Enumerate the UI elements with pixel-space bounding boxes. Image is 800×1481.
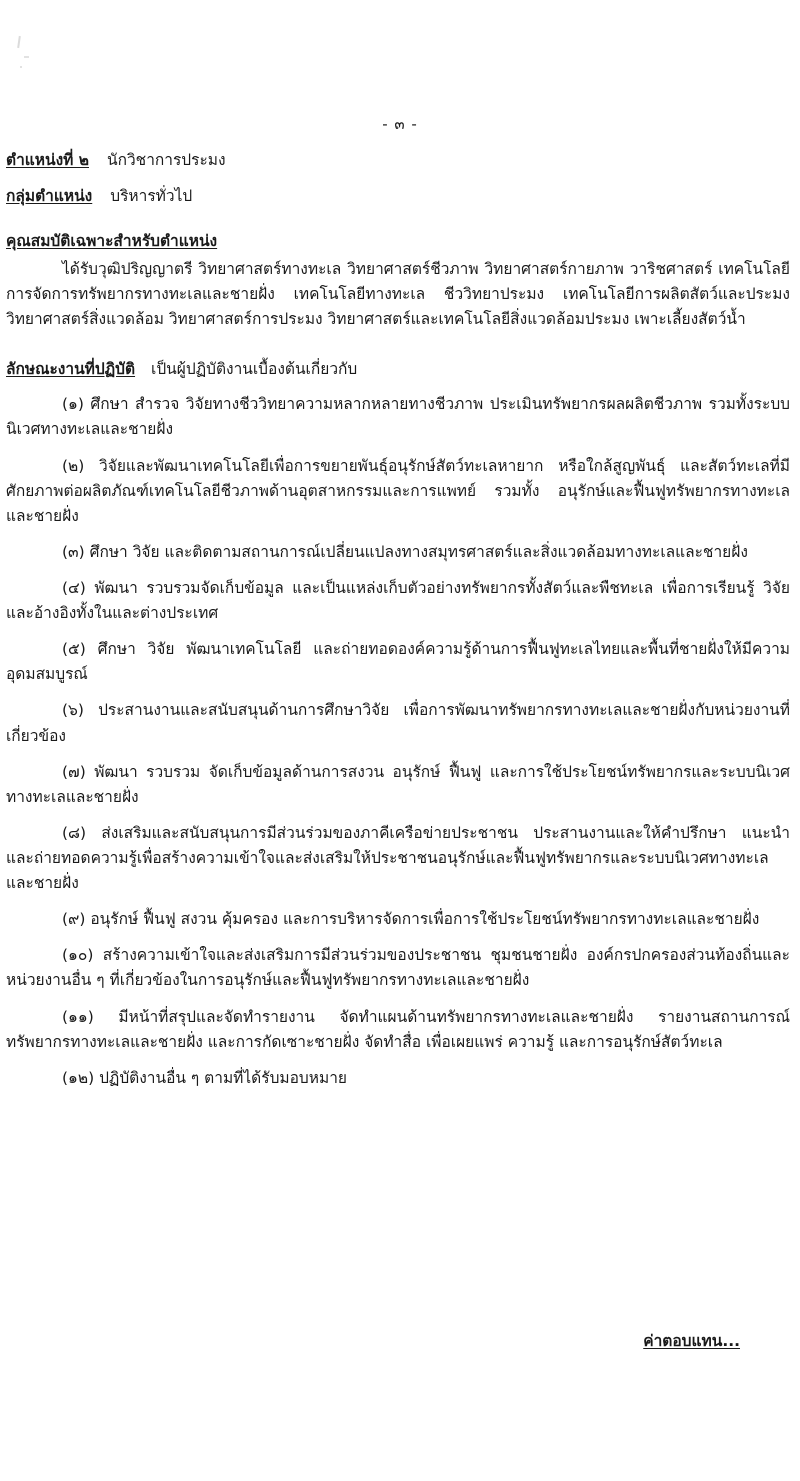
- document-content: [0, 148, 800, 1091]
- list-item: (๑) ศึกษา สำรวจ วิจัยทางชีววิทยาความหลากหลายทางชีวภาพ ประเมินทรัพยากรผลผลิตชีวภาพ รวมทั้งระบบนิเวศทางทะเลและชายฝั่ง: [6, 395, 790, 439]
- list-item: (๑๐) สร้างความเข้าใจและส่งเสริมการมีส่วนร่วมของประชาชน ชุมชนชายฝั่ง องค์กรปกครองส่วนท้องถิ่นและหน่วยงานอื่น ๆ ที่เกี่ยวข้องในการอนุรักษ์และฟื้นฟูทรัพยากรทางทะเลและชายฝั่ง: [6, 946, 790, 990]
- list-item: (๗) พัฒนา รวบรวม จัดเก็บข้อมูลด้านการสงวน อนุรักษ์ ฟื้นฟู และการใช้ประโยชน์ทรัพยากรและระบบนิเวศทางทะเลและชายฝั่ง: [6, 762, 790, 806]
- continuation-note: ค่าตอบแทน...: [643, 1332, 740, 1350]
- list-item: (๘) ส่งเสริมและสนับสนุนการมีส่วนร่วมของภาคีเครือข่ายประชาชน ประสานงานและให้คำปรึกษา แนะนำ และถ่ายทอดความรู้เพื่อสร้างความเข้าใจและส่งเสริมให้ประชาชนอนุรักษ์และฟื้นฟูทรัพยากรและระบบนิเวศทางทะเลและชายฝั่ง: [6, 823, 790, 893]
- position-value: นักวิชาการประมง: [106, 151, 226, 169]
- duties-heading-rest: เป็นผู้ปฏิบัติงานเบื้องต้นเกี่ยวกับ: [151, 360, 358, 379]
- qualifications-heading: คุณสมบัติเฉพาะสำหรับตำแหน่ง: [6, 232, 218, 251]
- list-item: (๑๒) ปฏิบัติงานอื่น ๆ ตามที่ได้รับมอบหมาย: [62, 1068, 347, 1087]
- duties-heading-label: ลักษณะงานที่ปฏิบัติ: [6, 360, 136, 379]
- list-item: (๙) อนุรักษ์ ฟื้นฟู สงวน คุ้มครอง และการบริหารจัดการเพื่อการใช้ประโยชน์ทรัพยากรทางทะเลและชายฝั่ง: [62, 910, 760, 929]
- position-row: [6, 148, 790, 172]
- position-group-row: [6, 184, 790, 208]
- list-item: (๕) ศึกษา วิจัย พัฒนาเทคโนโลยี และถ่ายทอดองค์ความรู้ด้านการฟื้นฟูทะเลไทยและพื้นที่ชายฝั่งให้มีความอุดมสมบูรณ์: [6, 640, 790, 684]
- scan-artifact-icon: [20, 66, 22, 68]
- position-label: ตำแหน่งที่ ๒: [6, 151, 89, 169]
- list-item: (๓) ศึกษา วิจัย และติดตามสถานการณ์เปลี่ยนแปลงทางสมุทรศาสตร์และสิ่งแวดล้อมทางทะเลและชายฝั่ง: [62, 542, 748, 561]
- duties-list: [6, 392, 790, 1091]
- page-number: - ๓ -: [382, 115, 418, 133]
- scan-artifact-icon: [24, 56, 29, 58]
- list-item: (๖) ประสานงานและสนับสนุนด้านการศึกษาวิจัย เพื่อการพัฒนาทรัพยากรทางทะเลและชายฝั่งกับหน่วยงานที่เกี่ยวข้อง: [6, 701, 790, 745]
- list-item: (๔) พัฒนา รวบรวมจัดเก็บข้อมูล และเป็นแหล่งเก็บตัวอย่างทรัพยากรทั้งสัตว์และพืชทะเล เพื่อการเรียนรู้ วิจัย และอ้างอิงทั้งในและต่างประเทศ: [6, 579, 790, 623]
- list-item: (๒) วิจัยและพัฒนาเทคโนโลยีเพื่อการขยายพันธุ์อนุรักษ์สัตว์ทะเลหายาก หรือใกล้สูญพันธุ์ และสัตว์ทะเลที่มีศักยภาพต่อผลิตภัณฑ์เทคโนโลยีชีวภาพด้านอุตสาหกรรมและการแพทย์ รวมทั้ง อนุรักษ์และฟื้นฟูทรัพยากรทางทะเลและชายฝั่ง: [6, 456, 790, 525]
- list-item: (๑๑) มีหน้าที่สรุปและจัดทำรายงาน จัดทำแผนด้านทรัพยากรทางทะเลและชายฝั่ง รายงานสถานการณ์ทรัพยากรทางทะเลและชายฝั่ง และการกัดเซาะชายฝั่ง จัดทำสื่อ เพื่อเผยแพร่ ความรู้ และการอนุรักษ์สัตว์ทะเล: [6, 1007, 790, 1051]
- position-group-label: กลุ่มตำแหน่ง: [6, 187, 93, 206]
- position-group-value: บริหารทั่วไป: [110, 187, 193, 206]
- duties-heading: [6, 356, 790, 381]
- qualifications-text: ได้รับวุฒิปริญญาตรี วิทยาศาสตร์ทางทะเล วิทยาศาสตร์ชีวภาพ วิทยาศาสตร์กายภาพ วาริชศาสตร์ เทคโนโลยีการจัดการทรัพยากรทางทะเลและชายฝั่ง เทคโนโลยีทางทะเล ชีววิทยาประมง เทคโนโลยีการผลิตสัตว์และประมง วิทยาศาสตร์สิ่งแวดล้อม วิทยาศาสตร์การประมง วิทยาศาสตร์และเทคโนโลยีสิ่งแวดล้อมประมง เพาะเลี้ยงสัตว์น้ำ: [6, 260, 790, 329]
- scan-artifact-icon: [17, 36, 21, 48]
